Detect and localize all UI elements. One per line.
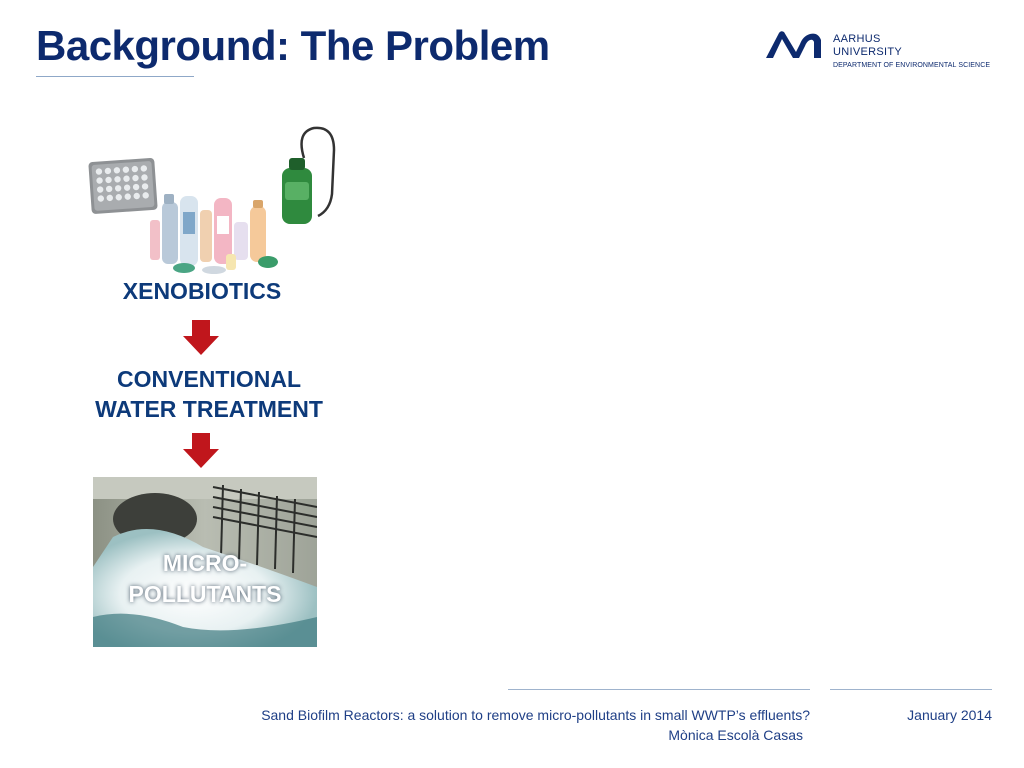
logo-university-name-line2: UNIVERSITY [833, 46, 903, 58]
title-underline [36, 76, 194, 77]
conventional-water-treatment-label [80, 364, 338, 424]
conventional-label-line2: WATER TREATMENT [95, 396, 323, 422]
xenobiotics-label: XENOBIOTICS [122, 278, 282, 304]
down-arrow-icon [181, 433, 221, 469]
down-arrow-icon [181, 320, 221, 356]
micro-pollutants-line2: POLLUTANTS [128, 581, 282, 607]
footer-date: January 2014 [907, 707, 992, 723]
micro-pollutants-line1: MICRO- [162, 550, 248, 576]
footer-divider [830, 689, 992, 690]
conventional-label-line1: CONVENTIONAL [117, 366, 301, 392]
xenobiotics-products-image [86, 124, 346, 276]
footer-divider [508, 689, 810, 690]
slide-title: Background: The Problem [36, 22, 550, 69]
aarhus-university-logo-icon [766, 30, 822, 60]
footer-presentation-title: Sand Biofilm Reactors: a solution to remove micro-pollutants in small WWTP’s effluents? [261, 707, 810, 723]
footer-author: Mònica Escolà Casas [668, 727, 803, 743]
micro-pollutants-label [93, 548, 317, 610]
logo-department-name: DEPARTMENT OF ENVIRONMENTAL SCIENCE [833, 62, 991, 69]
logo-university-name-line1: AARHUS [833, 33, 881, 45]
university-logo [766, 30, 996, 76]
